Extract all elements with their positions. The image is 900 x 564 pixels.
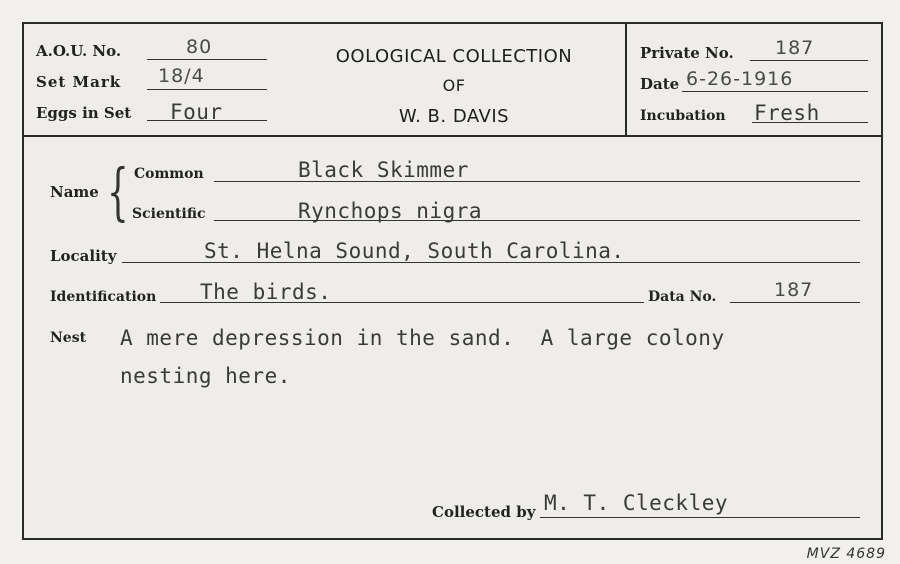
set-mark-label: Set Mark [36, 73, 122, 91]
private-no-value: 187 [775, 37, 815, 59]
nest-label: Nest [50, 330, 87, 346]
aou-value: 80 [186, 36, 213, 58]
set-mark-line [147, 89, 267, 90]
name-label: Name [50, 183, 99, 201]
incubation-label: Incubation [640, 108, 726, 124]
aou-line [147, 59, 267, 60]
date-value: 6-26-1916 [686, 68, 794, 90]
collected-by-value: M. T. Cleckley [544, 491, 729, 515]
identification-label: Identification [50, 289, 157, 305]
scientific-name-value: Rynchops nigra [298, 199, 483, 223]
locality-value: St. Helna Sound, South Carolina. [204, 239, 625, 263]
date-line [682, 91, 868, 92]
collection-title-of: OF [442, 76, 466, 95]
scientific-name-label: Scientific [132, 206, 206, 222]
common-name-value: Black Skimmer [298, 158, 469, 182]
collection-title: OOLOGICAL COLLECTION [335, 46, 573, 67]
name-brace: { [107, 155, 129, 228]
set-mark-value: 18/4 [158, 65, 205, 87]
catalog-number: MVZ 4689 [806, 546, 886, 562]
nest-text-line-1: A mere depression in the sand. A large colony [120, 326, 725, 350]
common-name-label: Common [134, 166, 204, 182]
identification-value: The birds. [200, 280, 332, 304]
collector-owner-name: W. B. DAVIS [398, 106, 510, 127]
private-no-line [750, 60, 868, 61]
private-no-label: Private No. [640, 44, 734, 62]
collected-by-line [540, 517, 860, 518]
data-no-value: 187 [774, 279, 814, 301]
incubation-value: Fresh [754, 101, 820, 125]
eggs-label: Eggs in Set [36, 104, 132, 122]
collected-by-label: Collected by [432, 503, 536, 521]
nest-text-line-2: nesting here. [120, 364, 291, 388]
locality-label: Locality [50, 247, 117, 265]
aou-label: A.O.U. No. [36, 42, 122, 60]
eggs-value: Four [170, 100, 223, 124]
date-label: Date [640, 75, 680, 93]
data-no-line [730, 302, 860, 303]
data-no-label: Data No. [648, 289, 717, 305]
